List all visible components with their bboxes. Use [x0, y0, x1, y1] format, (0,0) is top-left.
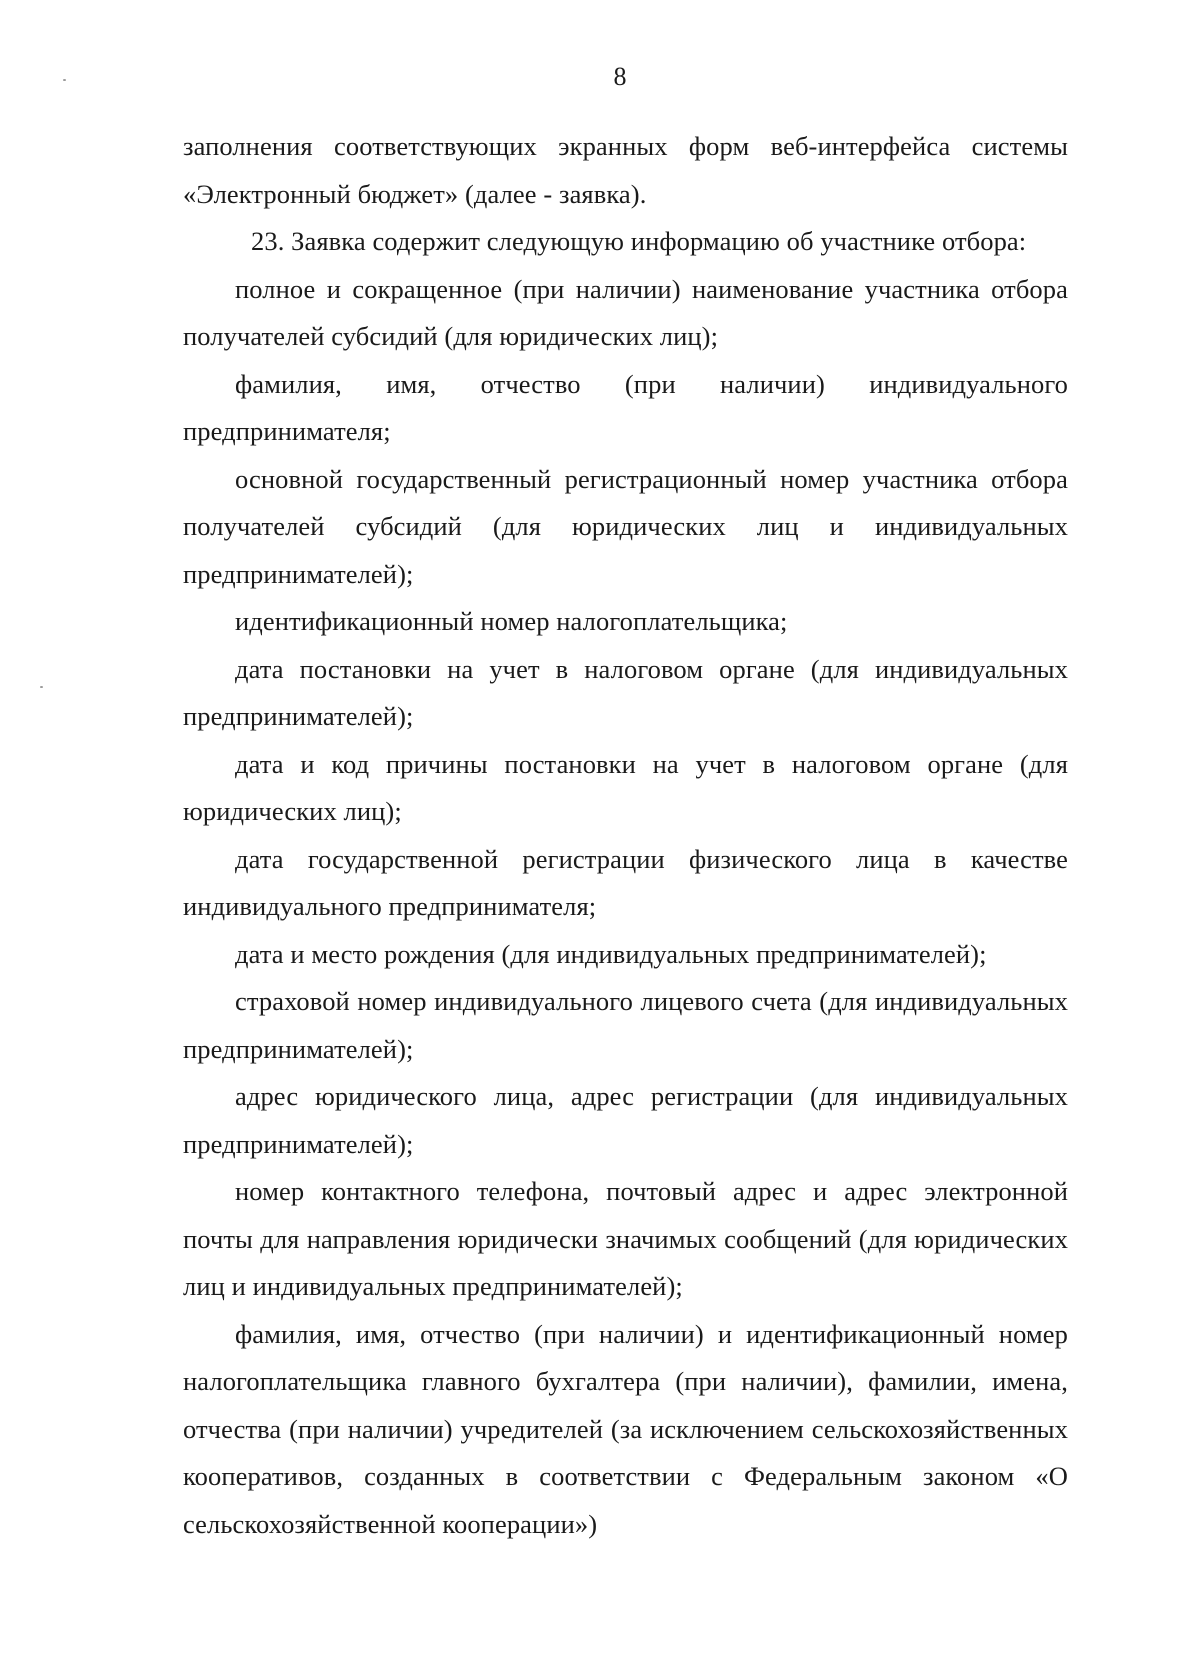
paragraph-ogrn: основной государственный регистрационный номер участника отбора получателей субсидий (для юридических лиц и индивидуальных предпринимателей);	[183, 463, 1068, 589]
paragraph-inn: идентификационный номер налогоплательщика;	[235, 606, 788, 636]
page-number: 8	[613, 62, 627, 91]
paragraph-full-name: полное и сокращенное (при наличии) наименование участника отбора получателей субсидий (для юридических лиц);	[183, 273, 1068, 351]
paragraph-address: адрес юридического лица, адрес регистрации (для индивидуальных предпринимателей);	[183, 1081, 1068, 1159]
paragraph-contacts: номер контактного телефона, почтовый адрес и адрес электронной почты для направления юридически значимых сообщений (для юридических лиц и индивидуальных предпринимателей);	[183, 1176, 1068, 1301]
paragraph-continuation: заполнения соответствующих экранных форм веб-интерфейса системы «Электронный бюджет» (далее - заявка).	[183, 131, 1068, 209]
paragraph-birth: дата и место рождения (для индивидуальных предпринимателей);	[235, 938, 987, 969]
paragraph-snils: страховой номер индивидуального лицевого счета (для индивидуальных предпринимателей);	[183, 986, 1068, 1064]
scan-speck	[63, 79, 66, 81]
paragraph-accountant-founders: фамилия, имя, отчество (при наличии) и идентификационный номер налогоплательщика главного бухгалтера (при наличии), фамилии, имена, отчества (при наличии) учредителей (за исключением сельскохозяйственных кооперативов, созданных в соответствии с Федеральным законом «О сельскохозяйственной кооперации»)	[183, 1318, 1068, 1539]
paragraph-state-registration-date: дата государственной регистрации физического лица в качестве индивидуального предпринимателя;	[183, 843, 1068, 921]
paragraph-fio: фамилия, имя, отчество (при наличии) индивидуального предпринимателя;	[183, 368, 1068, 446]
paragraph-registration-date-ip: дата постановки на учет в налоговом органе (для индивидуальных предпринимателей);	[183, 653, 1068, 731]
paragraph-item-23: 23. Заявка содержит следующую информацию об участнике отбора:	[251, 226, 1027, 256]
document-body	[183, 123, 1068, 1548]
scan-speck	[40, 686, 43, 688]
paragraph-kpp: дата и код причины постановки на учет в налоговом органе (для юридических лиц);	[183, 748, 1068, 826]
